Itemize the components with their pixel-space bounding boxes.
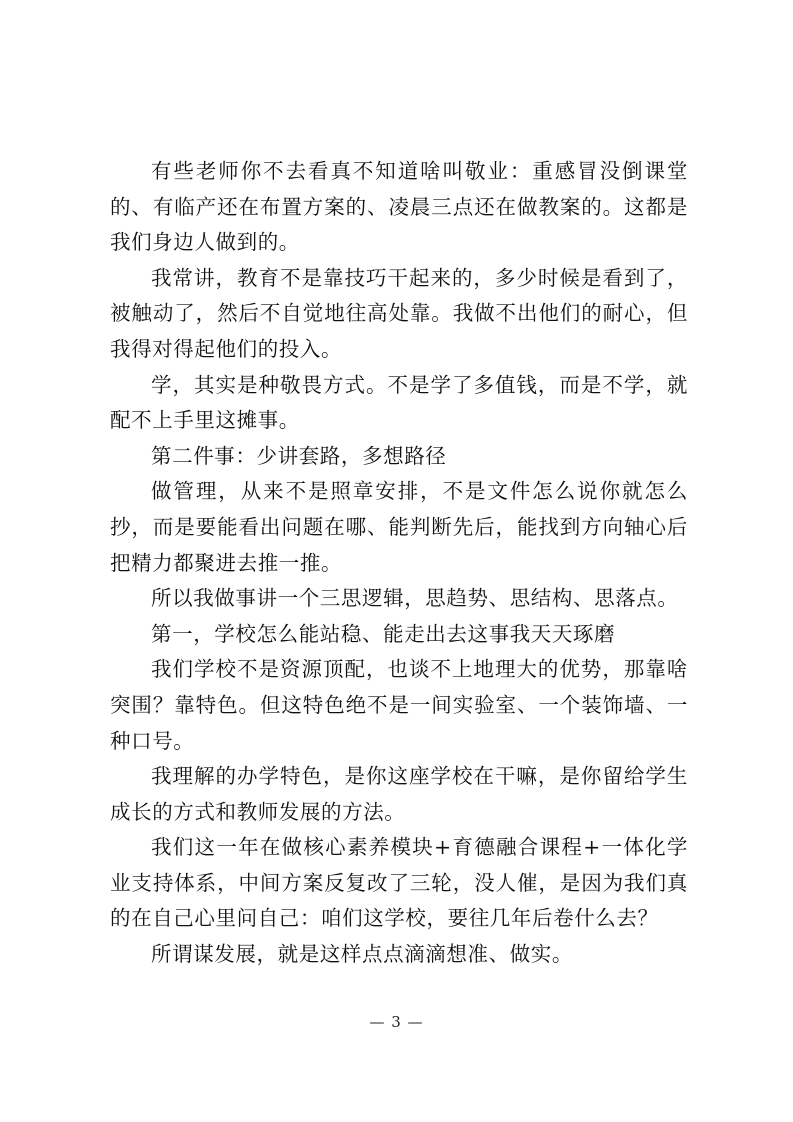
section-heading: 第二件事：少讲套路，多想路径 [151, 443, 447, 468]
paragraph: 所谓谋发展，就是这样点点滴滴想准、做实。 [151, 942, 573, 967]
paragraph: 我们学校不是资源顶配，也谈不上地理大的优势，那靠啥突围？靠特色。但这特色绝不是一间实验室、一个装饰墙、一种口号。 [110, 657, 688, 753]
paragraph: 学，其实是种敬畏方式。不是学了多值钱，而是不学，就配不上手里这摊事。 [110, 372, 688, 433]
page-number: — 3 — [369, 1013, 424, 1031]
paragraph: 我常讲，教育不是靠技巧干起来的，多少时候是看到了，被触动了，然后不自觉地往高处靠。我做不出他们的耐心，但我得对得起他们的投入。 [110, 265, 688, 361]
paragraph: 做管理，从来不是照章安排，不是文件怎么说你就怎么抄，而是要能看出问题在哪、能判断先后，能找到方向轴心后把精力都聚进去推一推。 [110, 479, 688, 575]
paragraph: 有些老师你不去看真不知道啥叫敬业：重感冒没倒课堂的、有临产还在布置方案的、凌晨三点还在做教案的。这都是我们身边人做到的。 [110, 159, 688, 255]
body-text [110, 154, 688, 973]
subsection-heading: 第一，学校怎么能站稳、能走出去这事我天天琢磨 [151, 621, 616, 646]
paragraph: 我们这一年在做核心素养模块+育德融合课程+一体化学业支持体系，中间方案反复改了三轮，没人催，是因为我们真的在自己心里问自己：咱们这学校，要往几年后卷什么去？ [110, 835, 688, 931]
paragraph: 所以我做事讲一个三思逻辑，思趋势、思结构、思落点。 [151, 586, 679, 611]
paragraph: 我理解的办学特色，是你这座学校在干嘛，是你留给学生成长的方式和教师发展的方法。 [110, 764, 688, 824]
